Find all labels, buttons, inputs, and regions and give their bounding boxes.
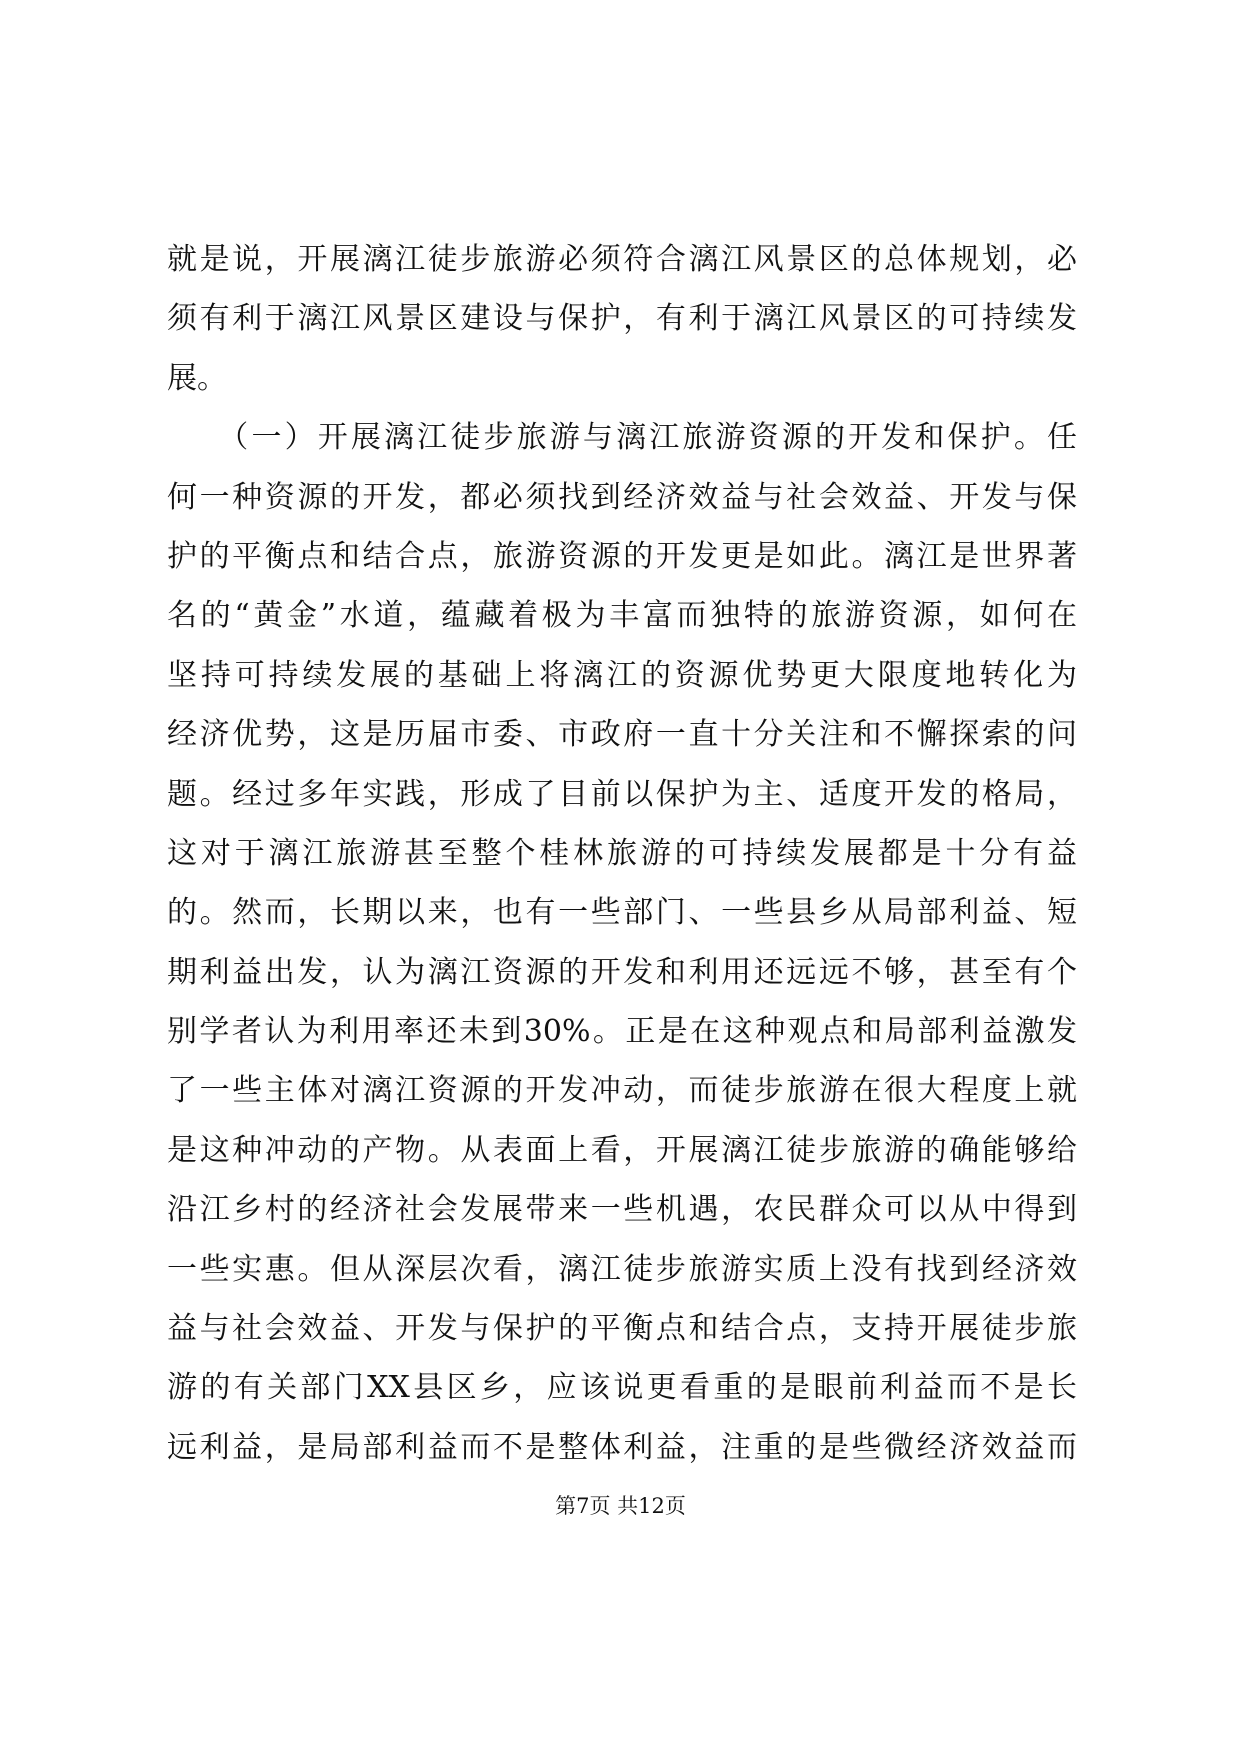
text-line: 益与社会效益、开发与保护的平衡点和结合点，支持开展徒步旅 bbox=[167, 1311, 1077, 1347]
text-line: 展。 bbox=[167, 360, 227, 396]
text-line: 是这种冲动的产物。从表面上看，开展漓江徒步旅游的确能够给 bbox=[167, 1132, 1077, 1168]
body-text bbox=[167, 230, 1077, 1477]
text-line: 这对于漓江旅游甚至整个桂林旅游的可持续发展都是十分有益 bbox=[167, 835, 1077, 871]
text-line: 期利益出发，认为漓江资源的开发和利用还远远不够，甚至有个 bbox=[167, 954, 1077, 990]
text-line: 名的“黄金”水道，蕴藏着极为丰富而独特的旅游资源，如何在 bbox=[167, 598, 1077, 634]
text-line: 一些实惠。但从深层次看，漓江徒步旅游实质上没有找到经济效 bbox=[167, 1251, 1077, 1287]
text-line: 沿江乡村的经济社会发展带来一些机遇，农民群众可以从中得到 bbox=[167, 1192, 1077, 1228]
text-line: 何一种资源的开发，都必须找到经济效益与社会效益、开发与保 bbox=[167, 479, 1077, 515]
text-line: 别学者认为利用率还未到30%。正是在这种观点和局部利益激发 bbox=[167, 1014, 1077, 1050]
text-line: 的。然而，长期以来，也有一些部门、一些县乡从局部利益、短 bbox=[167, 895, 1077, 931]
text-line: 须有利于漓江风景区建设与保护，有利于漓江风景区的可持续发 bbox=[167, 301, 1077, 337]
text-line: 坚持可持续发展的基础上将漓江的资源优势更大限度地转化为 bbox=[167, 657, 1077, 693]
text-line: 经济优势，这是历届市委、市政府一直十分关注和不懈探索的问 bbox=[167, 717, 1077, 753]
page-number-footer: 第7页 共12页 bbox=[555, 1494, 686, 1518]
text-line: 了一些主体对漓江资源的开发冲动，而徒步旅游在很大程度上就 bbox=[167, 1073, 1077, 1109]
text-line: 题。经过多年实践，形成了目前以保护为主、适度开发的格局， bbox=[167, 776, 1077, 812]
text-line: 游的有关部门XX县区乡，应该说更看重的是眼前利益而不是长 bbox=[167, 1370, 1077, 1406]
text-line: 远利益，是局部利益而不是整体利益，注重的是些微经济效益而 bbox=[167, 1429, 1077, 1465]
text-line: （一）开展漓江徒步旅游与漓江旅游资源的开发和保护。任 bbox=[167, 420, 1077, 456]
text-line: 护的平衡点和结合点，旅游资源的开发更是如此。漓江是世界著 bbox=[167, 538, 1077, 574]
text-line: 就是说，开展漓江徒步旅游必须符合漓江风景区的总体规划，必 bbox=[167, 242, 1077, 277]
